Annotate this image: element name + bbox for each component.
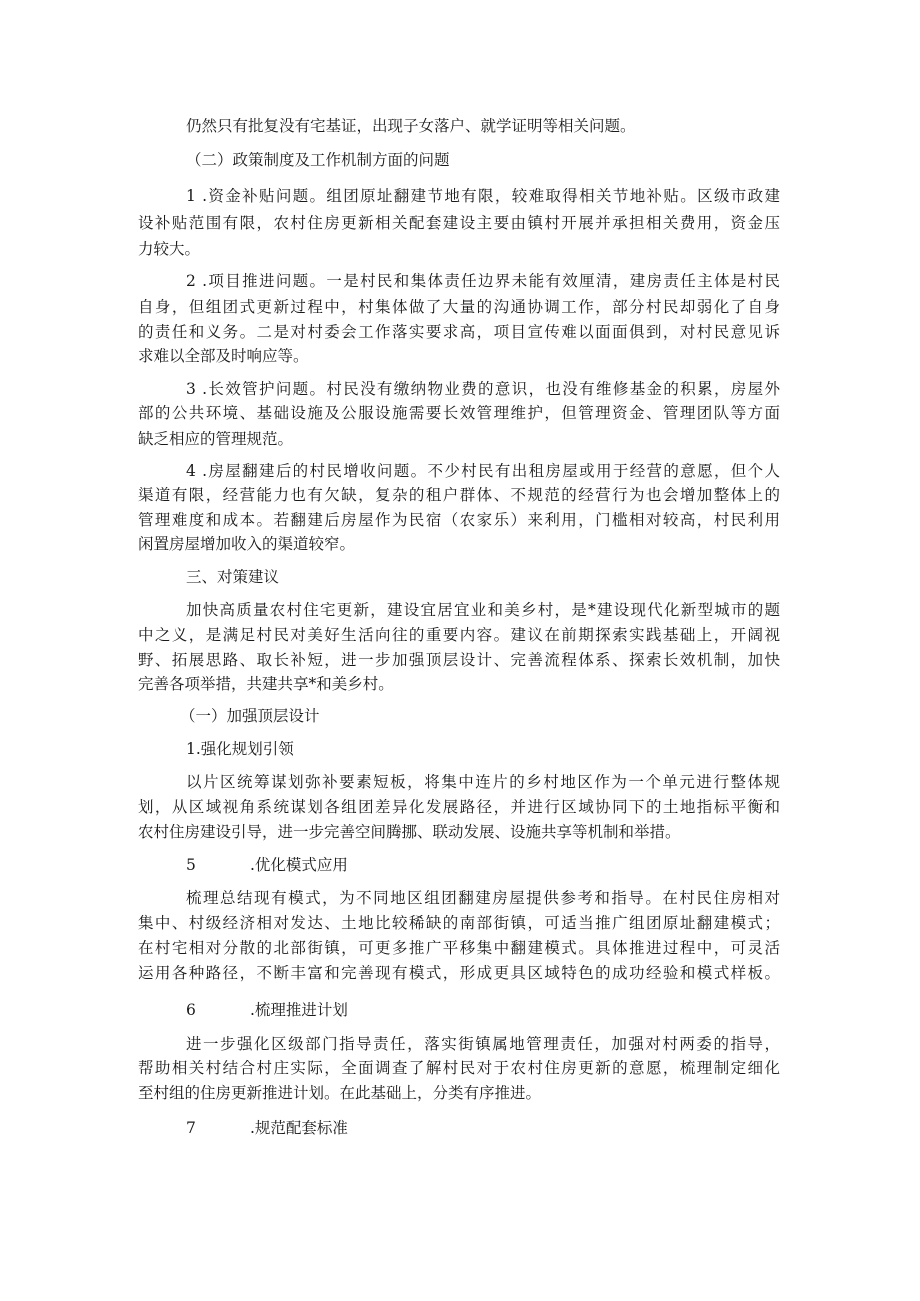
intro-line: 仍然只有批复没有宅基证，出现子女落户、就学证明等相关问题。 <box>186 117 636 135</box>
item-1-line: 力较大。 <box>138 240 201 258</box>
section-3-body-line: 加快高质量农村住宅更新，建设宜居宜业和美乡村，是*建设现代化新型城市的题 <box>186 601 780 619</box>
item-5-body-line: 集中、村级经济相对发达、土地比较稀缺的南部街镇，可适当推广组团原址翻建模式； <box>138 914 780 932</box>
item-6-title: .梳理推进计划 <box>250 1001 348 1019</box>
item-5-number: 5 <box>186 856 196 874</box>
item-5-body-line: 运用各种路径，不断丰富和完善现有模式，形成更具区域特色的成功经验和模式样板。 <box>138 964 780 982</box>
item-2-line: 2 .项目推进问题。一是村民和集体责任边界未能有效厘清，建房责任主体是村民 <box>186 272 780 290</box>
item-1-line: 设补贴范围有限，农村住房更新相关配套建设主要由镇村开展并承担相关费用，资金压 <box>138 214 780 232</box>
item-6-number: 6 <box>186 1001 196 1019</box>
sub1-item1-heading: 1.强化规划引领 <box>186 740 294 758</box>
item-7-number: 7 <box>186 1119 196 1137</box>
item-4-line: 闲置房屋增加收入的渠道较窄。 <box>138 535 356 553</box>
item-5-heading <box>186 855 828 875</box>
item-6-body-line: 进一步强化区级部门指导责任，落实街镇属地管理责任，加强对村两委的指导， <box>186 1035 780 1053</box>
item-2-line: 求难以全部及时响应等。 <box>138 347 309 365</box>
item-4-line: 渠道有限，经营能力也有欠缺，复杂的租户群体、不规范的经营行为也会增加整体上的 <box>138 486 780 504</box>
item-3-line: 缺乏相应的管理规范。 <box>138 430 294 448</box>
item-5-title: .优化模式应用 <box>250 856 348 874</box>
item-6-body-line: 至村组的住房更新推进计划。在此基础上，分类有序推进。 <box>138 1084 542 1102</box>
section-3-body-line: 完善各项举措，共建共享*和美乡村。 <box>138 675 394 693</box>
item-3-line: 3 .长效管护问题。村民没有缴纳物业费的意识，也没有维修基金的积累，房屋外 <box>186 380 780 398</box>
section-3-heading: 三、对策建议 <box>186 568 280 586</box>
item-2-line: 自身，但组团式更新过程中，村集体做了大量的沟通协调工作，部分村民却弱化了自身 <box>138 298 780 316</box>
item-1-line: 1 .资金补贴问题。组团原址翻建节地有限，较难取得相关节地补贴。区级市政建 <box>186 187 780 205</box>
section-3-body-line: 中之义，是满足村民对美好生活向往的重要内容。建议在前期探索实践基础上，开阔视 <box>138 626 780 644</box>
item-3-line: 部的公共环境、基础设施及公服设施需要长效管理维护，但管理资金、管理团队等方面 <box>138 404 780 422</box>
item-7-title: .规范配套标准 <box>250 1119 348 1137</box>
item-5-body-line: 梳理总结现有模式，为不同地区组团翻建房屋提供参考和指导。在村民住房相对 <box>186 889 780 907</box>
item-4-line: 4 .房屋翻建后的村民增收问题。不少村民有出租房屋或用于经营的意愿，但个人 <box>186 462 780 480</box>
sub1-item1-body-line: 以片区统筹谋划弥补要素短板，将集中连片的乡村地区作为一个单元进行整体规 <box>186 773 780 791</box>
sub1-item1-body-line: 划，从区域视角系统谋划各组团差异化发展路径，并进行区域协同下的土地指标平衡和 <box>138 798 780 816</box>
section-2-heading: （二）政策制度及工作机制方面的问题 <box>186 151 450 169</box>
subsection-1-heading: （一）加强顶层设计 <box>180 707 320 725</box>
section-3-body-line: 野、拓展思路、取长补短，进一步加强顶层设计、完善流程体系、探索长效机制，加快 <box>138 651 780 669</box>
item-6-body-line: 帮助相关村结合村庄实际，全面调查了解村民对于农村住房更新的意愿，梳理制定细化 <box>138 1059 780 1077</box>
sub1-item1-body-line: 农村住房建设引导，进一步完善空间腾挪、联动发展、设施共享等机制和举措。 <box>138 823 681 841</box>
item-5-body-line: 在村宅相对分散的北部街镇，可更多推广平移集中翻建模式。具体推进过程中，可灵活 <box>138 939 780 957</box>
item-4-line: 管理难度和成本。若翻建后房屋作为民宿（农家乐）来利用，门槛相对较高，村民利用 <box>138 511 780 529</box>
item-2-line: 的责任和义务。二是对村委会工作落实要求高，项目宣传难以面面俱到，对村民意见诉 <box>138 323 780 341</box>
item-6-heading <box>186 1000 828 1020</box>
item-7-heading <box>186 1118 828 1138</box>
